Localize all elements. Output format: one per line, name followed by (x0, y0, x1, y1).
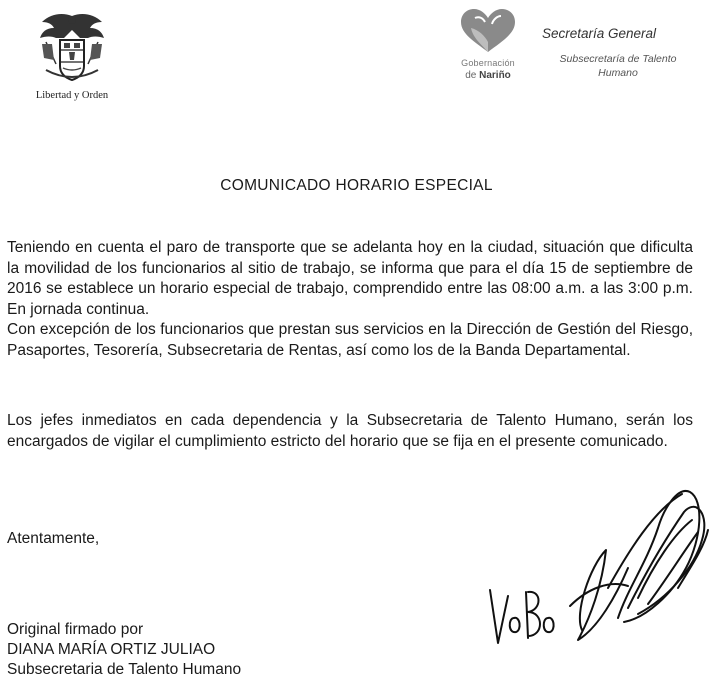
subsecretaria-line1: Subsecretaría de Talento (559, 53, 677, 65)
narino-prefix: de (465, 70, 477, 81)
signer-name: DIANA MARÍA ORTIZ JULIAO (7, 641, 216, 658)
narino-label (448, 70, 528, 81)
subsecretaria-label (538, 52, 698, 80)
gobernacion-label: Gobernación (461, 58, 515, 68)
subsecretaria-line2: Humano (598, 67, 638, 79)
handwritten-signature (478, 468, 713, 658)
paragraph-schedule: Teniendo en cuenta el paro de transporte que se adelanta hoy en la ciudad, situación que dificulta la movilidad de los funcionarios al sitio de trabajo, se informa que para el día 15 de septiembre de 2016 se establece un horario especial de trabajo, comprendido entre las 08:00 a.m. a las 3:00 p.m. En jornada continua. (7, 239, 693, 318)
secretaria-title: Secretaría General (542, 26, 657, 41)
document-title: COMUNICADO HORARIO ESPECIAL (220, 177, 493, 194)
crest-motto: Libertad y Orden (35, 90, 109, 101)
signature-block (7, 620, 241, 680)
paragraph-responsibility: Los jefes inmediatos en cada dependencia y la Subsecretaria de Talento Humano, serán los encargados de vigilar el cumplimiento estricto del horario que se fija en el presente comunicado. (7, 412, 693, 450)
paragraph-exceptions: Con excepción de los funcionarios que prestan sus servicios en la Dirección de Gestión del Riesgo, Pasaportes, Tesorería, Subsecretaria de Rentas, así como los de la Banda Departamental. (7, 321, 693, 359)
coat-of-arms-icon (32, 8, 112, 88)
signed-note: Original firmado por (7, 621, 144, 638)
paragraph-main (7, 238, 693, 361)
closing-salutation: Atentamente, (7, 530, 100, 547)
signer-role: Subsecretaria de Talento Humano (7, 661, 242, 678)
narino-name: Nariño (479, 70, 511, 81)
heart-hands-icon (455, 6, 521, 56)
gobernacion-narino-logo (448, 6, 528, 90)
colombia-coat-of-arms (22, 8, 122, 108)
